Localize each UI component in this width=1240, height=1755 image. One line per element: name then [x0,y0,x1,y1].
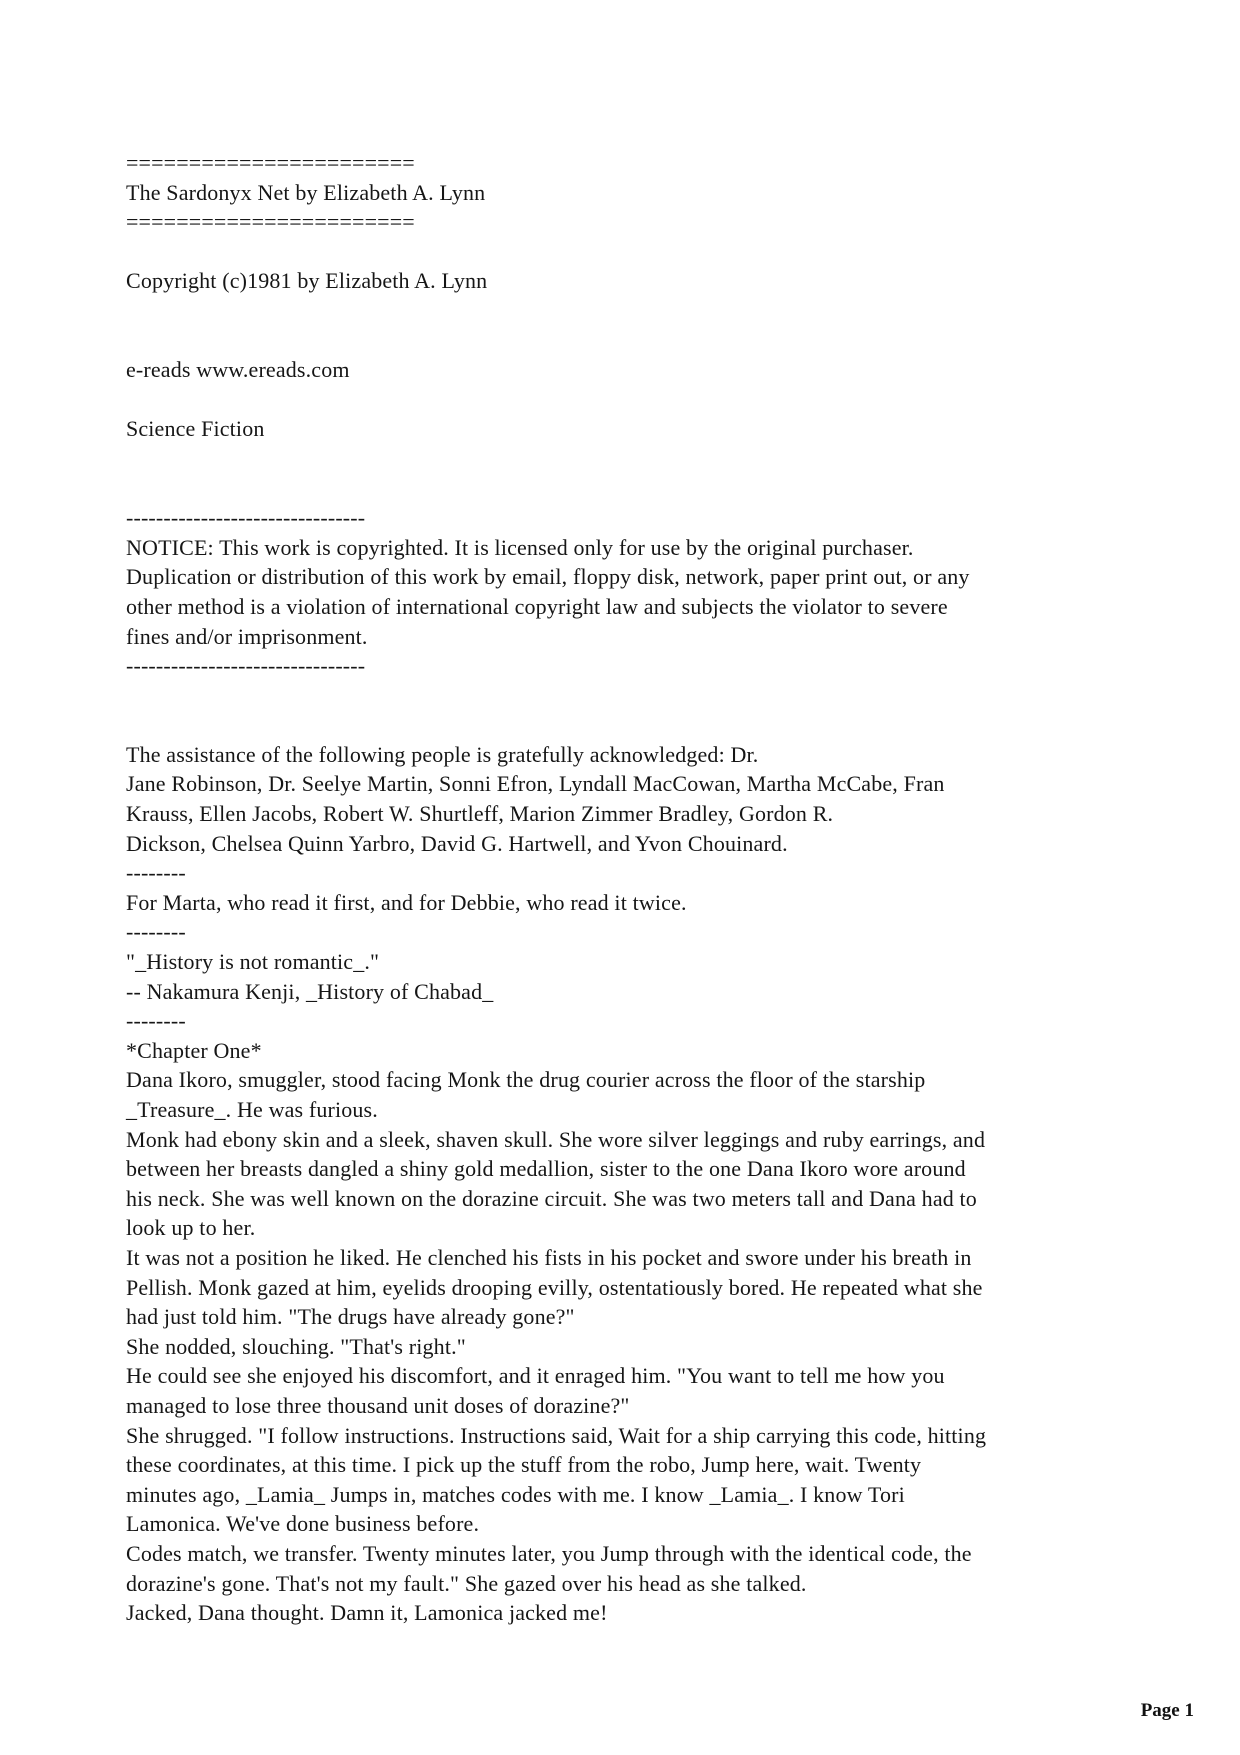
text-line: fines and/or imprisonment. [126,623,368,649]
separator-line: ======================= [126,209,415,235]
text-line: -- Nakamura Kenji, _History of Chabad_ [126,978,494,1004]
text-line: other method is a violation of international copyright law and subjects the violator to severe [126,593,948,619]
text-line: Codes match, we transfer. Twenty minutes later, you Jump through with the identical code, the [126,1540,972,1566]
text-line: Monk had ebony skin and a sleek, shaven skull. She wore silver leggings and ruby earrings, and [126,1126,986,1152]
text-line: Copyright (c)1981 by Elizabeth A. Lynn [126,268,488,294]
separator-line: -------- [126,860,186,886]
text-line: between her breasts dangled a shiny gold medallion, sister to the one Dana Ikoro wore around [126,1156,966,1182]
text-line: "_History is not romantic_." [126,949,380,975]
text-line: Dana Ikoro, smuggler, stood facing Monk the drug courier across the floor of the starship [126,1067,926,1093]
blank-line [126,237,1186,267]
text-line: She shrugged. "I follow instructions. Instructions said, Wait for a ship carrying this code, hitting [126,1422,987,1448]
text-line: Science Fiction [126,416,265,442]
separator-line: ======================= [126,150,415,175]
text-line: _Treasure_. He was furious. [126,1097,378,1122]
text-line: these coordinates, at this time. I pick up the stuff from the robo, Jump here, wait. Twenty [126,1452,922,1478]
text-line: Jacked, Dana thought. Damn it, Lamonica jacked me! [126,1600,608,1626]
text-line: Lamonica. We've done business before. [126,1511,480,1537]
text-line: NOTICE: This work is copyrighted. It is licensed only for use by the original purchaser. [126,534,914,560]
blank-line [126,710,1186,740]
text-line: For Marta, who read it first, and for Debbie, who read it twice. [126,889,687,915]
text-line: Pellish. Monk gazed at him, eyelids drooping evilly, ostentatiously bored. He repeated what she [126,1274,983,1300]
text-line: The Sardonyx Net by Elizabeth A. Lynn [126,179,486,205]
text-line: Dickson, Chelsea Quinn Yarbro, David G. Hartwell, and Yvon Chouinard. [126,830,788,856]
text-line: The assistance of the following people is gratefully acknowledged: Dr. [126,741,759,767]
document-body [126,148,1186,1628]
blank-line [126,681,1186,711]
text-line: had just told him. "The drugs have already gone?" [126,1304,575,1330]
separator-line: -------------------------------- [126,505,366,531]
text-line: Duplication or distribution of this work by email, floppy disk, network, paper print out, or any [126,564,970,590]
text-line: *Chapter One* [126,1037,262,1063]
blank-line [126,444,1186,474]
separator-line: -------- [126,1008,186,1034]
text-line: It was not a position he liked. He clenched his fists in his pocket and swore under his breath in [126,1244,972,1270]
blank-line [126,474,1186,504]
text-line: look up to her. [126,1215,256,1241]
text-line: managed to lose three thousand unit doses of dorazine?" [126,1392,630,1418]
blank-line [126,296,1186,326]
blank-line [126,385,1186,415]
blank-line [126,326,1186,356]
text-line: She nodded, slouching. "That's right." [126,1333,466,1359]
separator-line: -------------------------------- [126,653,366,679]
text-line: dorazine's gone. That's not my fault." She gazed over his head as she talked. [126,1570,807,1596]
text-line: He could see she enjoyed his discomfort, and it enraged him. "You want to tell me how you [126,1363,945,1389]
text-line: Krauss, Ellen Jacobs, Robert W. Shurtleff, Marion Zimmer Bradley, Gordon R. [126,801,834,827]
text-line: his neck. She was well known on the dorazine circuit. She was two meters tall and Dana had to [126,1185,977,1211]
text-line: e-reads www.ereads.com [126,357,350,383]
page-number-label: Page 1 [1140,1700,1194,1721]
separator-line: -------- [126,919,186,945]
text-line: Jane Robinson, Dr. Seelye Martin, Sonni Efron, Lyndall MacCowan, Martha McCabe, Fran [126,771,945,797]
text-line: minutes ago, _Lamia_ Jumps in, matches codes with me. I know _Lamia_. I know Tori [126,1481,905,1507]
